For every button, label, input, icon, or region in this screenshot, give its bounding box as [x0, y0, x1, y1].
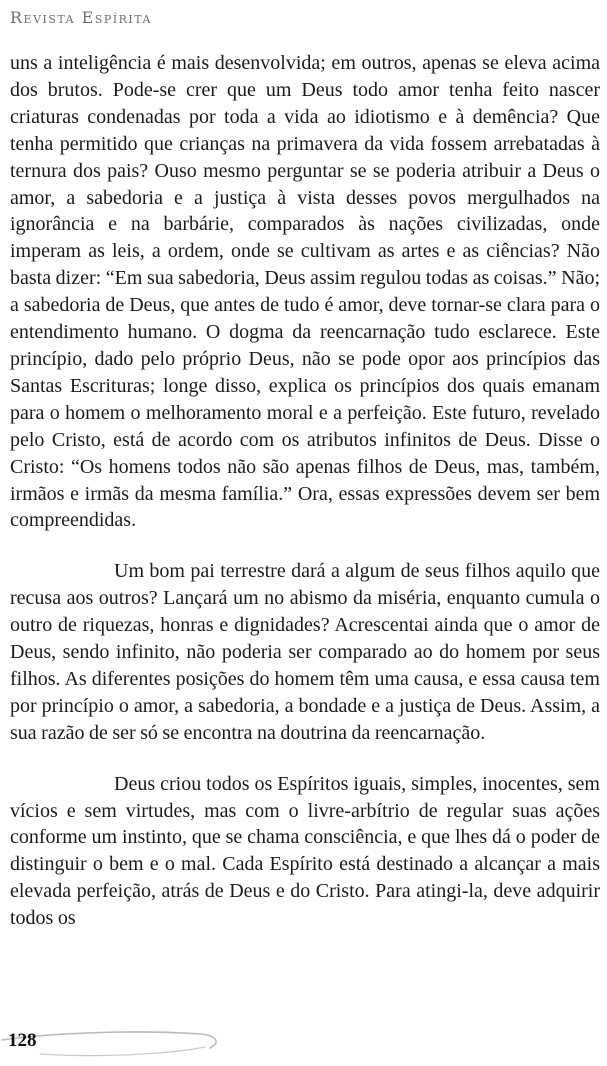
text-body	[10, 50, 600, 932]
paragraph-3: Deus criou todos os Espíritos iguais, simples, inocentes, sem vícios e sem virtudes, mas com o livre-arbítrio de regular suas ações conforme um instinto, que se chama consciência, e que lhes dá o poder de distinguir o bem e o mal. Cada Espírito está destinado a alcançar a mais elevada perfeição, atrás de Deus e do Cristo. Para atingi-la, deve adquirir todos os	[10, 772, 600, 930]
page-footer	[0, 1020, 607, 1066]
page-number: 128	[8, 1030, 37, 1051]
paragraph-2: Um bom pai terrestre dará a algum de seus filhos aquilo que recusa aos outros? Lançará um no abismo da miséria, enquanto cumula o outro de riquezas, honras e dignidades? Acrescentai ainda que o amor de Deus, sendo infinito, não poderia ser comparado ao do homem por seus filhos. As diferentes posições do homem têm uma causa, e essa causa tem por princípio o amor, a sabedoria, a bondade e a justiça de Deus. Assim, a sua razão de ser só se encontra na doutrina da reencarnação.	[10, 560, 600, 744]
paragraph-1: uns a inteligência é mais desenvolvida; em outros, apenas se eleva acima dos brutos. Pode-se crer que um Deus todo amor tenha feito nascer criaturas condenadas por toda a vida ao idiotismo e à demência? Que tenha permitido que crianças na primavera da vida fossem arrebatadas à ternura dos pais? Ouso mesmo perguntar se se poderia atribuir a Deus o amor, a sabedoria e a justiça à vista desses povos mergulhados na ignorância e na barbárie, comparados às nações civilizadas, onde imperam as leis, a ordem, onde se cultivam as artes e as ciências? Não basta dizer: “Em sua sabedoria, Deus assim regulou todas as coisas.” Não; a sabedoria de Deus, que antes de tudo é amor, deve tornar-se clara para o entendimento humano. O dogma da reencarnação tudo esclarece. Este princípio, dado pelo próprio Deus, não se pode opor aos princípios das Santas Escrituras; longe disso, explica os princípios dos quais emanam para o homem o melhoramento moral e a perfeição. Este futuro, revelado pelo Cristo, está de acordo com os atributos infinitos de Deus. Disse o Cristo: “Os homens todos não são apenas filhos de Deus, mas, também, irmãos e irmãs da mesma família.” Ora, essas expressões devem ser bem compreendidas.	[10, 52, 600, 532]
running-header: Revista Espírita	[10, 8, 152, 27]
